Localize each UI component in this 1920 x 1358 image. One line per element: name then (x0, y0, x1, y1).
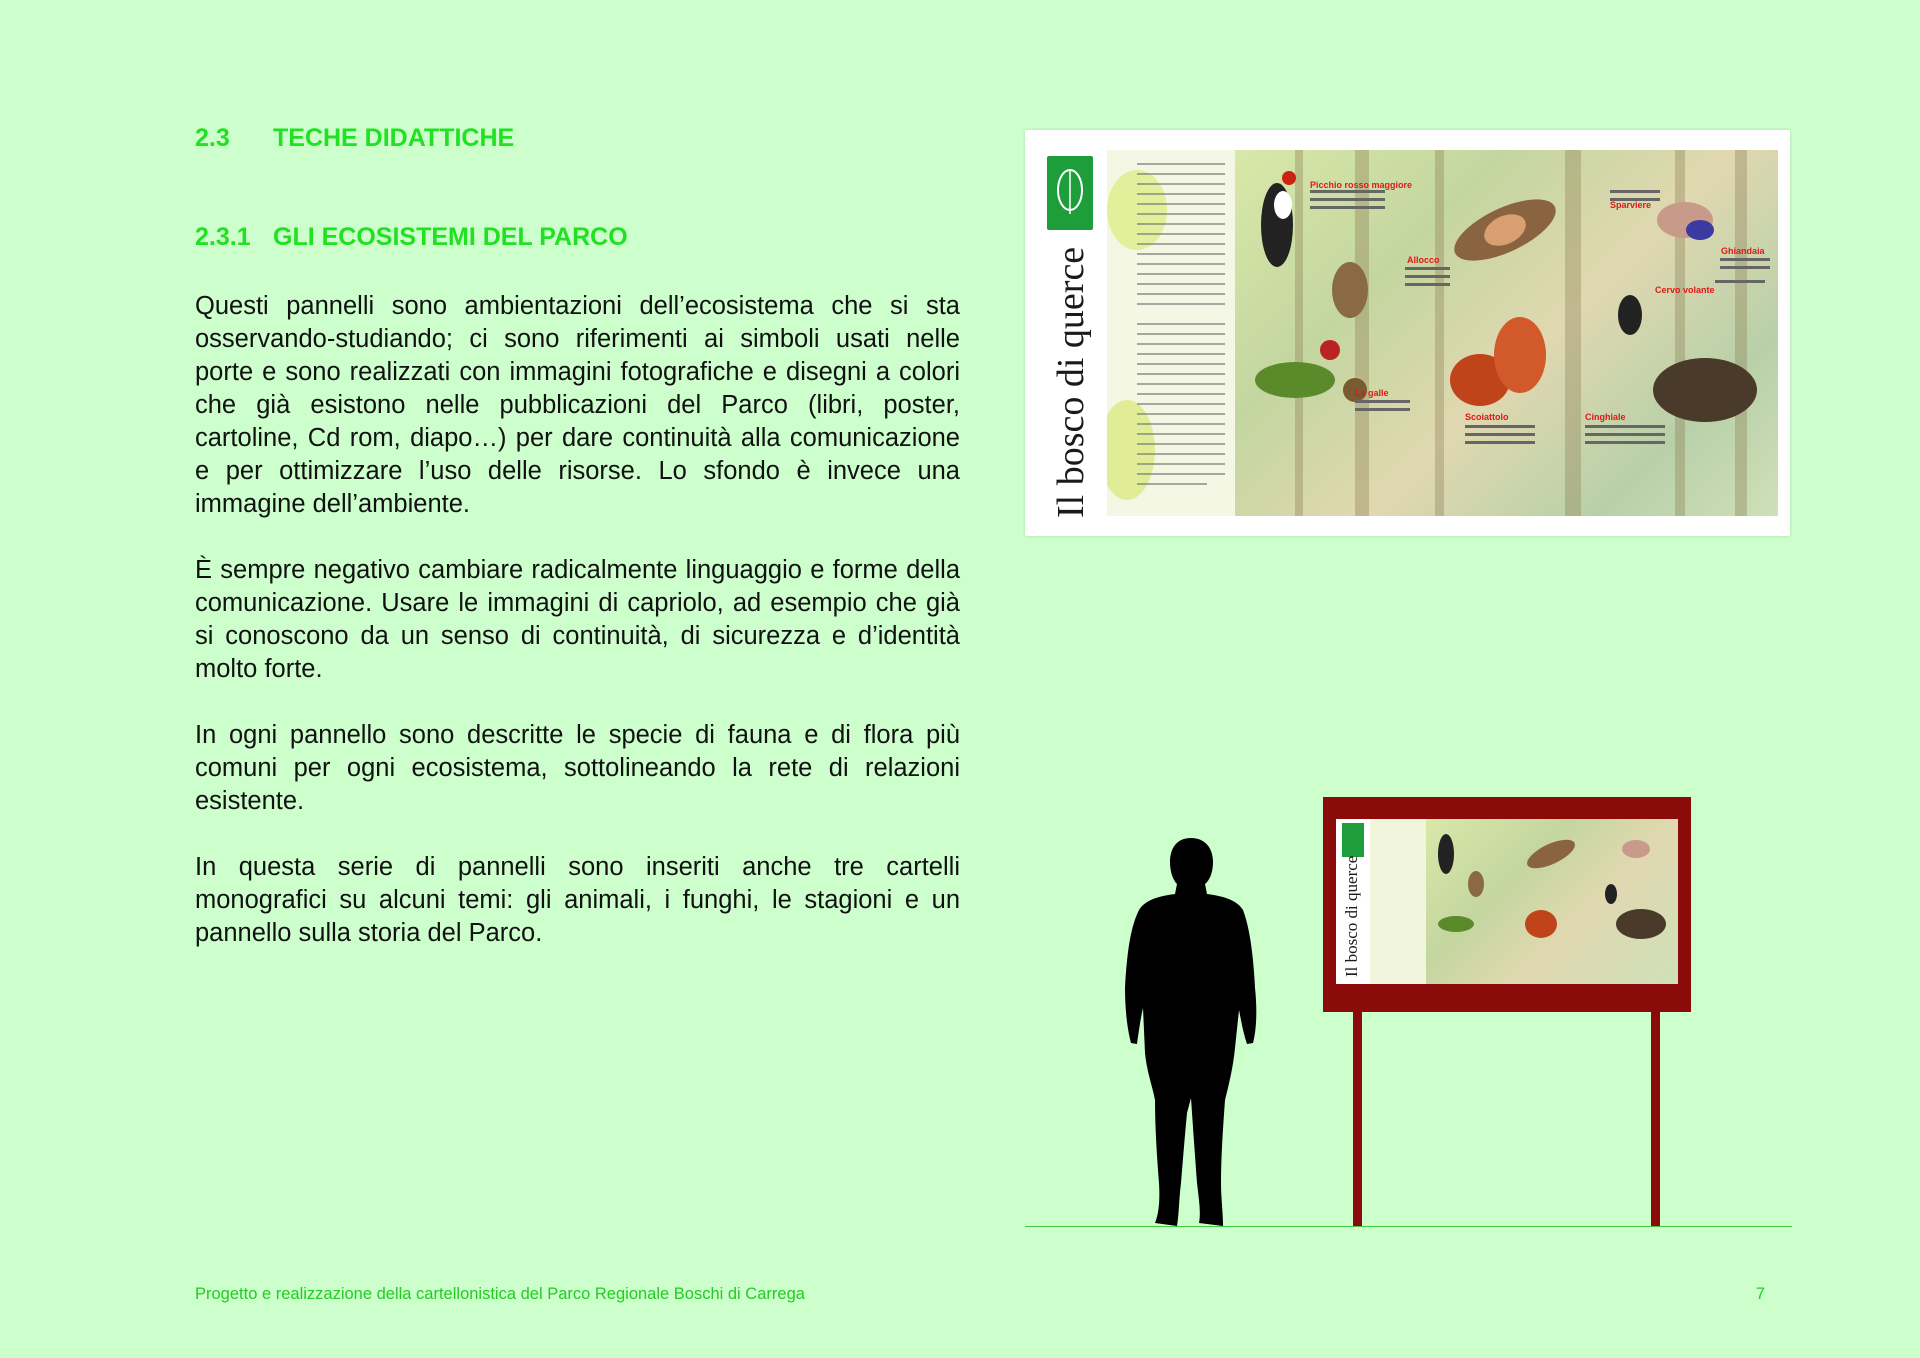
panel-label: Scoiattolo (1465, 412, 1509, 422)
park-logo (1047, 156, 1093, 230)
section-number: 2.3 (195, 124, 230, 152)
paragraph: Questi pannelli sono ambientazioni dell’ecosistema che si sta osservando-studiando; ci sono riferimenti ai simboli usati nelle porte e sono realizzati con immagini fotografiche e disegni a colori che già esistono nelle pubblicazioni del Parco (libri, poster, cartoline, Cd rom, diapo…) per dare continuità alla comunicazione e per ottimizzare l’uso delle risorse. Lo sfondo è invece una immagine dell’ambiente. (195, 292, 960, 518)
person-silhouette (1125, 838, 1257, 1228)
paragraph: In questa serie di pannelli sono inseriti anche tre cartelli monografici su alcuni temi: gli animali, i funghi, le stagioni e un pannello sulla storia del Parco. (195, 853, 960, 947)
subsection-heading (195, 223, 628, 252)
panel-title: Il bosco di querce (1050, 246, 1092, 518)
panel-label: Cinghiale (1585, 412, 1626, 422)
panel-forest-image (1235, 150, 1778, 516)
panel-label: Le galle (1355, 388, 1389, 398)
sign-post-left (1353, 1012, 1362, 1226)
body-text (195, 290, 960, 983)
panel-label: Allocco (1407, 255, 1440, 265)
panel-label: Sparviere (1610, 200, 1652, 210)
sign-title: Il bosco di querce (1342, 855, 1361, 977)
page-number: 7 (1755, 1285, 1765, 1303)
panel-text-column (1107, 150, 1235, 516)
paragraph: In ogni pannello sono descritte le specie di fauna e di flora più comuni per ogni ecosistema, sottolineando la rete di relazioni esistente. (195, 721, 960, 815)
panel-preview (1025, 130, 1790, 536)
sign-panel (1336, 819, 1678, 984)
sign-board (1323, 797, 1691, 1012)
sign-post-right (1651, 1012, 1660, 1226)
footer (195, 1285, 1765, 1304)
sign-text-column (1370, 819, 1426, 984)
park-logo-small (1342, 823, 1364, 857)
panel-label: Ghiandaia (1721, 246, 1765, 256)
panel-side (1037, 150, 1107, 516)
ground-line (1025, 1226, 1792, 1227)
panel-label: Cervo volante (1655, 285, 1715, 295)
sign-forest-image (1426, 819, 1678, 984)
panel-label: Picchio rosso maggiore (1310, 180, 1413, 190)
section-title: TECHE DIDATTICHE (273, 124, 515, 152)
footer-text: Progetto e realizzazione della cartellonistica del Parco Regionale Boschi di Carrega (195, 1285, 805, 1303)
subsection-number: 2.3.1 (195, 223, 251, 251)
subsection-title: GLI ECOSISTEMI DEL PARCO (273, 223, 628, 251)
section-heading (195, 124, 514, 153)
paragraph: È sempre negativo cambiare radicalmente linguaggio e forme della comunicazione. Usare le immagini di capriolo, ad esempio che già si conoscono da un senso di continuità, di sicurezza e d’identità molto forte. (195, 556, 960, 683)
